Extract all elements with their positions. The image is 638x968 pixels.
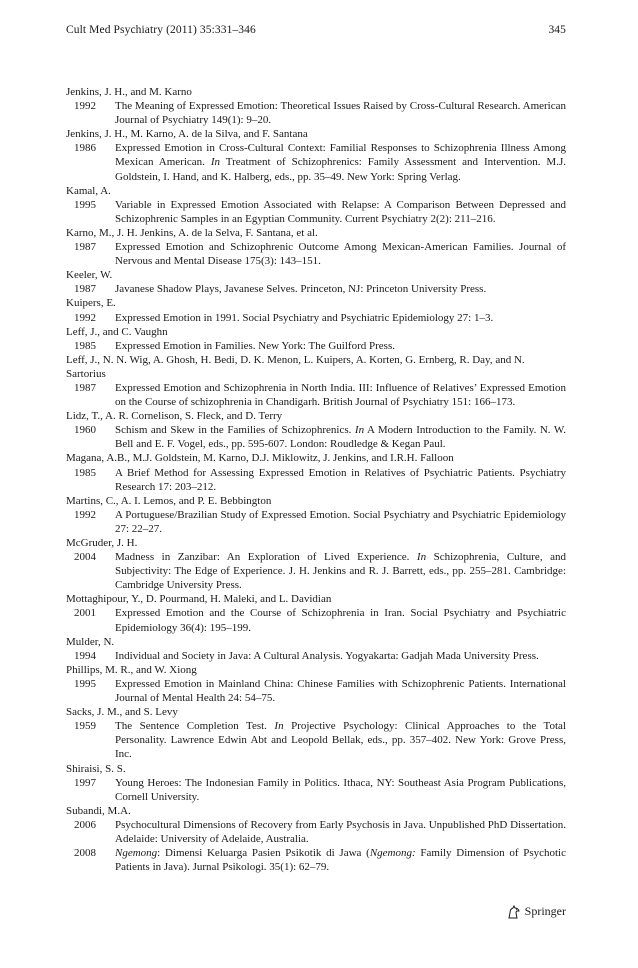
reference-text: Variable in Expressed Emotion Associated with Relapse: A Comparison Between Depressed and Schizophrenic Samples in an Egyptian Community. Current Psychiatry 2(2): 211–216. xyxy=(115,198,566,225)
reference-text: Expressed Emotion in Cross-Cultural Context: Familial Responses to Schizophrenia Illness Among Mexican American. xyxy=(115,142,566,169)
reference-entry xyxy=(66,282,566,296)
reference-italic-text: Ngemong xyxy=(115,847,158,860)
reference-text: A Modern Introduction to the Family. N. W. Bell and E. F. Vogel, eds., pp. 595-607. London: Roudledge & Kegan Paul. xyxy=(115,424,567,451)
journal-citation: Cult Med Psychiatry (2011) 35:331–346 xyxy=(66,24,256,36)
reference-text: Schizophrenia, Culture, and Subjectivity: The Edge of Experience. J. H. Jenkins and R. J. Barrett, eds., pp. 255–281. Cambridge: Cambridge University Press. xyxy=(115,551,566,592)
reference-entry xyxy=(66,719,566,761)
reference-entry xyxy=(66,99,566,127)
reference-year: 1987 xyxy=(74,283,96,296)
reference-list xyxy=(66,85,566,874)
reference-entry xyxy=(66,381,566,409)
reference-text: Individual and Society in Java: A Cultural Analysis. Yogyakarta: Gadjah Mada University Press. xyxy=(115,649,539,662)
reference-year: 1994 xyxy=(74,649,96,662)
reference-italic-text: Ngemong: xyxy=(369,847,416,860)
reference-year: 1960 xyxy=(74,424,96,437)
reference-entry xyxy=(66,550,566,592)
reference-entry xyxy=(66,508,566,536)
reference-italic-text: In xyxy=(274,720,284,733)
reference-year: 1985 xyxy=(74,339,96,352)
reference-author: Kuipers, E. xyxy=(66,297,116,310)
reference-entry xyxy=(66,339,566,353)
reference-author: Kamal, A. xyxy=(66,184,111,197)
reference-text: Projective Psychology: Clinical Approaches to the Total Personality. Lawrence Edwin Abt and Leopold Bellak, eds., pp. 357–402. New York: Grove Press, Inc. xyxy=(115,720,566,761)
reference-author: Keeler, W. xyxy=(66,269,113,282)
reference-text: Young Heroes: The Indonesian Family in Politics. Ithaca, NY: Southeast Asia Program Publications, Cornell University. xyxy=(115,776,566,803)
reference-entry xyxy=(66,649,566,663)
reference-italic-text: In xyxy=(354,424,365,437)
reference-author: Sacks, J. M., and S. Levy xyxy=(66,706,178,719)
reference-entry xyxy=(66,141,566,183)
reference-entry xyxy=(66,846,566,874)
reference-entry xyxy=(66,677,566,705)
reference-entry xyxy=(66,776,566,804)
reference-year: 1995 xyxy=(74,198,96,211)
reference-year: 1987 xyxy=(74,241,96,254)
reference-italic-text: In xyxy=(416,551,427,564)
reference-text: Javanese Shadow Plays, Javanese Selves. Princeton, NJ: Princeton University Press. xyxy=(115,283,487,296)
reference-year: 1959 xyxy=(74,720,96,733)
reference-author: Mottaghipour, Y., D. Pourmand, H. Maleki, and L. Davidian xyxy=(66,593,332,606)
reference-author: Mulder, N. xyxy=(66,635,115,648)
reference-author: Leff, J., N. N. Wig, A. Ghosh, H. Bedi, D. K. Menon, L. Kuipers, A. Korten, G. Ernberg, R. Day, and N. Sartorius xyxy=(66,353,525,380)
reference-year: 1986 xyxy=(74,142,96,155)
reference-entry xyxy=(66,311,566,325)
reference-entry xyxy=(66,606,566,634)
reference-author: Lidz, T., A. R. Cornelison, S. Fleck, and D. Terry xyxy=(66,410,283,423)
reference-entry xyxy=(66,466,566,494)
reference-author: Martins, C., A. I. Lemos, and P. E. Bebbington xyxy=(66,494,272,507)
reference-text: A Portuguese/Brazilian Study of Expressed Emotion. Social Psychiatry and Psychiatric Epidemiology 27: 22–27. xyxy=(115,508,566,535)
springer-horse-icon xyxy=(507,905,521,919)
reference-text: The Meaning of Expressed Emotion: Theoretical Issues Raised by Cross-Cultural Research. American Journal of Psychiatry 149(1): 9–20. xyxy=(115,100,566,127)
reference-year: 1985 xyxy=(74,466,96,479)
reference-author: Subandi, M.A. xyxy=(66,804,131,817)
reference-text: Schism and Skew in the Families of Schizophrenics. xyxy=(115,424,355,437)
reference-text: Expressed Emotion and the Course of Schizophrenia in Iran. Social Psychiatry and Psychiatric Epidemiology 36(4): 195–199. xyxy=(115,607,566,634)
reference-year: 2004 xyxy=(74,551,96,564)
reference-text: Expressed Emotion and Schizophrenic Outcome Among Mexican-American Families. Journal of Nervous and Mental Disease 175(3): 143–151. xyxy=(115,241,566,268)
reference-author: Jenkins, J. H., M. Karno, A. de la Silva, and F. Santana xyxy=(66,128,308,141)
reference-year: 1992 xyxy=(74,508,96,521)
reference-year: 1995 xyxy=(74,677,96,690)
reference-text: Expressed Emotion in 1991. Social Psychiatry and Psychiatric Epidemiology 27: 1–3. xyxy=(115,311,494,324)
reference-entry xyxy=(66,240,566,268)
page-number: 345 xyxy=(548,24,566,36)
publisher-name: Springer xyxy=(524,904,566,918)
reference-year: 1987 xyxy=(74,381,96,394)
reference-text: Treatment of Schizophrenics: Family Assessment and Intervention. M.J. Goldstein, I. Hand, and K. Halberg, eds., pp. 35–49. New York: Spring Verlag. xyxy=(115,156,566,183)
reference-author: Jenkins, J. H., and M. Karno xyxy=(66,86,192,98)
reference-entry xyxy=(66,198,566,226)
reference-year: 2006 xyxy=(74,818,96,831)
reference-entry xyxy=(66,423,566,451)
reference-text: Expressed Emotion and Schizophrenia in North India. III: Influence of Relatives’ Expressed Emotion on the Course of schizophrenia in Chandigarh. British Journal of Psychiatry 151: 166–173. xyxy=(115,381,566,409)
reference-text: Psychocultural Dimensions of Recovery from Early Psychosis in Java. Unpublished PhD Dissertation. Adelaide: University of Adelaide, Australia. xyxy=(115,818,566,845)
reference-author: Magana, A.B., M.J. Goldstein, M. Karno, D.J. Miklowitz, J. Jenkins, and I.R.H. Falloon xyxy=(66,452,454,465)
reference-text: Expressed Emotion in Mainland China: Chinese Families with Schizophrenic Patients. International Journal of Mental Health 24: 54–75. xyxy=(115,677,566,705)
running-header xyxy=(66,24,566,36)
reference-text: : Dimensi Keluarga Pasien Psikotik di Jawa ( xyxy=(157,847,370,860)
reference-text: Madness in Zanzibar: An Exploration of Lived Experience. xyxy=(115,551,417,564)
reference-text: Family Dimension of Psychotic Patients in Java). Jurnal Psikologi. 35(1): 62–79. xyxy=(115,847,566,874)
reference-author: Shiraisi, S. S. xyxy=(66,762,126,775)
reference-year: 2008 xyxy=(74,847,96,860)
reference-text: Expressed Emotion in Families. New York: The Guilford Press. xyxy=(115,339,395,352)
reference-author: Phillips, M. R., and W. Xiong xyxy=(66,663,197,676)
reference-text: The Sentence Completion Test. xyxy=(115,720,275,733)
reference-year: 1997 xyxy=(74,776,96,789)
reference-year: 1992 xyxy=(74,100,96,113)
publisher-mark xyxy=(507,904,566,919)
reference-text: A Brief Method for Assessing Expressed Emotion in Relatives of Psychiatric Patients. Psychiatry Research 17: 203–212. xyxy=(115,466,566,493)
reference-year: 1992 xyxy=(74,311,96,324)
reference-italic-text: In xyxy=(210,156,221,169)
reference-author: Karno, M., J. H. Jenkins, A. de la Selva, F. Santana, et al. xyxy=(66,226,318,239)
reference-author: McGruder, J. H. xyxy=(66,537,138,549)
reference-year: 2001 xyxy=(74,607,96,620)
reference-author: Leff, J., and C. Vaughn xyxy=(66,325,168,338)
page-footer xyxy=(0,904,566,924)
reference-entry xyxy=(66,818,566,846)
